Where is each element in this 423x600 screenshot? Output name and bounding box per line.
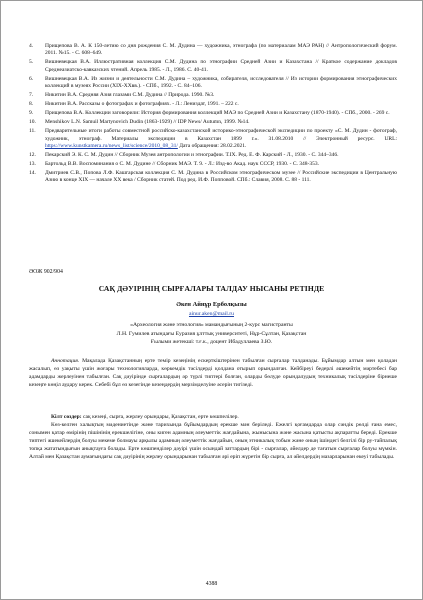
reference-number: 7. (29, 92, 34, 99)
reference-text: Никитин В.А. Рассказы о фотографах и фотографиях. - Л.: Лениздат, 1991. – 222 с. (45, 101, 239, 108)
reference-number: 13. (29, 161, 36, 168)
reference-number: 14. (29, 170, 36, 177)
reference-text: Никитин В.А. Средняя Азия глазами С.М. Дудина // Природа. 1990. №3. (45, 92, 215, 99)
reference-number: 5. (29, 59, 34, 66)
reference-number: 10. (29, 119, 36, 126)
reference-list (29, 43, 397, 186)
keywords-text: сақ кезеңі, сырға, жерлеу орындары, Қазақстан, ерте көшпелілер. (81, 414, 239, 420)
author-email (1, 311, 422, 317)
reference-number: 6. (29, 75, 34, 82)
reference-number: 4. (29, 43, 34, 49)
reference-number: 9. (29, 110, 34, 117)
reference-item (29, 59, 397, 74)
reference-item (29, 152, 397, 159)
reference-text (45, 128, 397, 150)
affiliation-line: «Археология және этнология» мамандығының 2-курс магистранты (130, 322, 293, 328)
reference-access-date: Дата обращения: 28.02.2021. (177, 143, 247, 150)
reference-item (29, 101, 397, 108)
abstract-text: . Мақалада Қазақстанның ерте темір кезеңінің ескерткіштерінен табылған сырғалар талданады. Бұйымдар алтын мен қоладан жасалып, өз уақыты үшін жоғары технологияларда, көркемдік тәсілдерді қолдана отырып орындалған. Кейбіреуі бедерлі әшекейтің мәртебесі бар адамдарды жерлеуінен табылған. Сақ дәуірінде сырғалардың әр түрлі типтері болған, оларды бөлуде орындалудың техникалық тәсілдеріне бірнеше кезеңге көңіл аудару керек. Себебі бұл өз кезегінде кезеңдердің мерзімделуіне әсерін тигізеді. (29, 358, 397, 389)
reference-item (29, 119, 397, 126)
reference-text: Menshikov L.N. Samuil Martynovich Dudin (1863-1929) // IDP News/ Autumn, 1999. №14. (45, 119, 250, 126)
reference-text: Бартольд В.В. Воспоминания о С. М. Дудине // Сборник МАЭ. Т. 9. - Л.: Изд-во Акад. наук СССР, 1930. - С. 348-353. (45, 161, 319, 168)
reference-item (29, 110, 397, 117)
reference-number: 11. (29, 128, 36, 135)
keywords-paragraph (29, 413, 397, 421)
article-title: САҚ ДӘУІРІНІҢ СЫРҒАЛАРЫ ТАЛДАУ НЫСАНЫ РЕТІНДЕ (98, 284, 325, 293)
reference-number: 12. (29, 152, 36, 159)
reference-url-link[interactable]: https://www.kunstkamera.ru/news_list/science/2010_08_31/ (45, 143, 178, 150)
reference-text: Прищепова В.А. Коллекции заговорили: История формирования коллекций МАЭ по Средней Азии и Казахстану (1870-1940). - СПб., 2000. - 269 с. (45, 110, 390, 117)
reference-text: Вишневецкая В.А. Из жизни и деятельности С.М. Дудина – художника, собирателя, исследователя // Из истории формирования этнографических коллекций в музеях России (XIX-XXвв.). - СПб., 1992. - С. 84–106. (45, 75, 397, 90)
author-name: Әкен Айнұр Ерболқызы (176, 301, 247, 308)
affiliation-line: Ғылыми жетекші: т.ғ.к., доцент Ибадуллаева З.Ю. (150, 339, 273, 345)
reference-item (29, 128, 397, 150)
reference-text: Пекарский Э. К. С. М. Дудин // Сборник Музея антропологии и этнографии. Т.IX. Ред. Е. Ф. Карский - Л., 1930. - С. 344–346. (45, 152, 339, 159)
affiliation-line: Л.Н. Гумилев атындағы Еуразия ұлттық университеті, Нұр-Сұлтан, Қазақстан (116, 330, 307, 337)
reference-number: 8. (29, 101, 34, 108)
reference-item (29, 92, 397, 99)
udc-code: ӘОЖ 902/904 (29, 269, 63, 275)
body-paragraph: Көз-келген халықтың мәдениетінде және тарихында бұйымдардың ерекше мән беріледі. Ежелгі қоғамдарда олар сәндік рөлді ғана емес, сонымен қатар өмірінің пішінінің ерекшелігіне, оны киген адамның әлеуметтік жағдайына, жынысына және жасына қатысты ақпаратты береді. Ерекше типтегі әшекейлердің болуы мекеме болмауы арқылы адамның әлеуметтік жағдайын, оның этникалық тобын және оның ішіндегі белгілі бір ру-тайпалық топқа жататындығын анықтауға болады. Ерте көшпенділер дәуірі үшін осындай заттардың бірі - сырғалар, әйелдер де тағатын сырғалар болуы мүмкін. Алтай мен Қазақстан аумағындағы сақ дәуірінің жерлеу орындарынан табылған әрі еріп жүретін бір сырға, ал әйелдердің мазарларынан екеуі табылады. (29, 422, 397, 461)
reference-item (29, 161, 397, 168)
reference-item (29, 43, 397, 58)
abstract-label: Аннотация (51, 358, 78, 364)
email-link[interactable]: ainur.aken@mail.ru (188, 311, 235, 317)
page-number: 4388 (205, 581, 218, 587)
affiliation-block (31, 321, 392, 347)
reference-text: Вишневецкая В.А. Иллюстративная коллекция С.М. Дудина по этнографии Средней Азии и Казахстана // Краткое содержание докладов Среднеазиатско-кавказских чтений. Апрель 1985. - Л., 1986. С. 40-41. (45, 59, 397, 73)
reference-item (29, 170, 397, 185)
reference-text: Прищепова В. А. К 150-летию со дня рождения С. М. Дудина — художника, этнографа (по материалам МАЭ РАН) // Антропологический форум. 2011. №15. - С. 608–649. (45, 43, 397, 57)
reference-text: Дмитриев С.В., Попова Л.Ф. Кашгарская коллекция С. М. Дудина в Российском этнографическом музее // Российские экспедиции в Центральную Азию в конце XIX — начале XX века / Сборник статей. Под ред. И.Ф. Попповой. СПб.: Славия, 2008. С. 88 - 111. (45, 170, 397, 184)
abstract-paragraph (29, 357, 397, 389)
reference-item (29, 76, 397, 91)
reference-text-main: Предварительные итоги работы совместной российско-казахстанской историко-этнографической экспедиции по проекту «С. М. Дудин - фотограф, художник, этнограф. Материалы экспедиции в Казахстан 1899 г.». 31.08.2010 // Электронный ресурс. URL: (45, 128, 397, 142)
keywords-label: Кілт сөздер: (51, 414, 82, 420)
